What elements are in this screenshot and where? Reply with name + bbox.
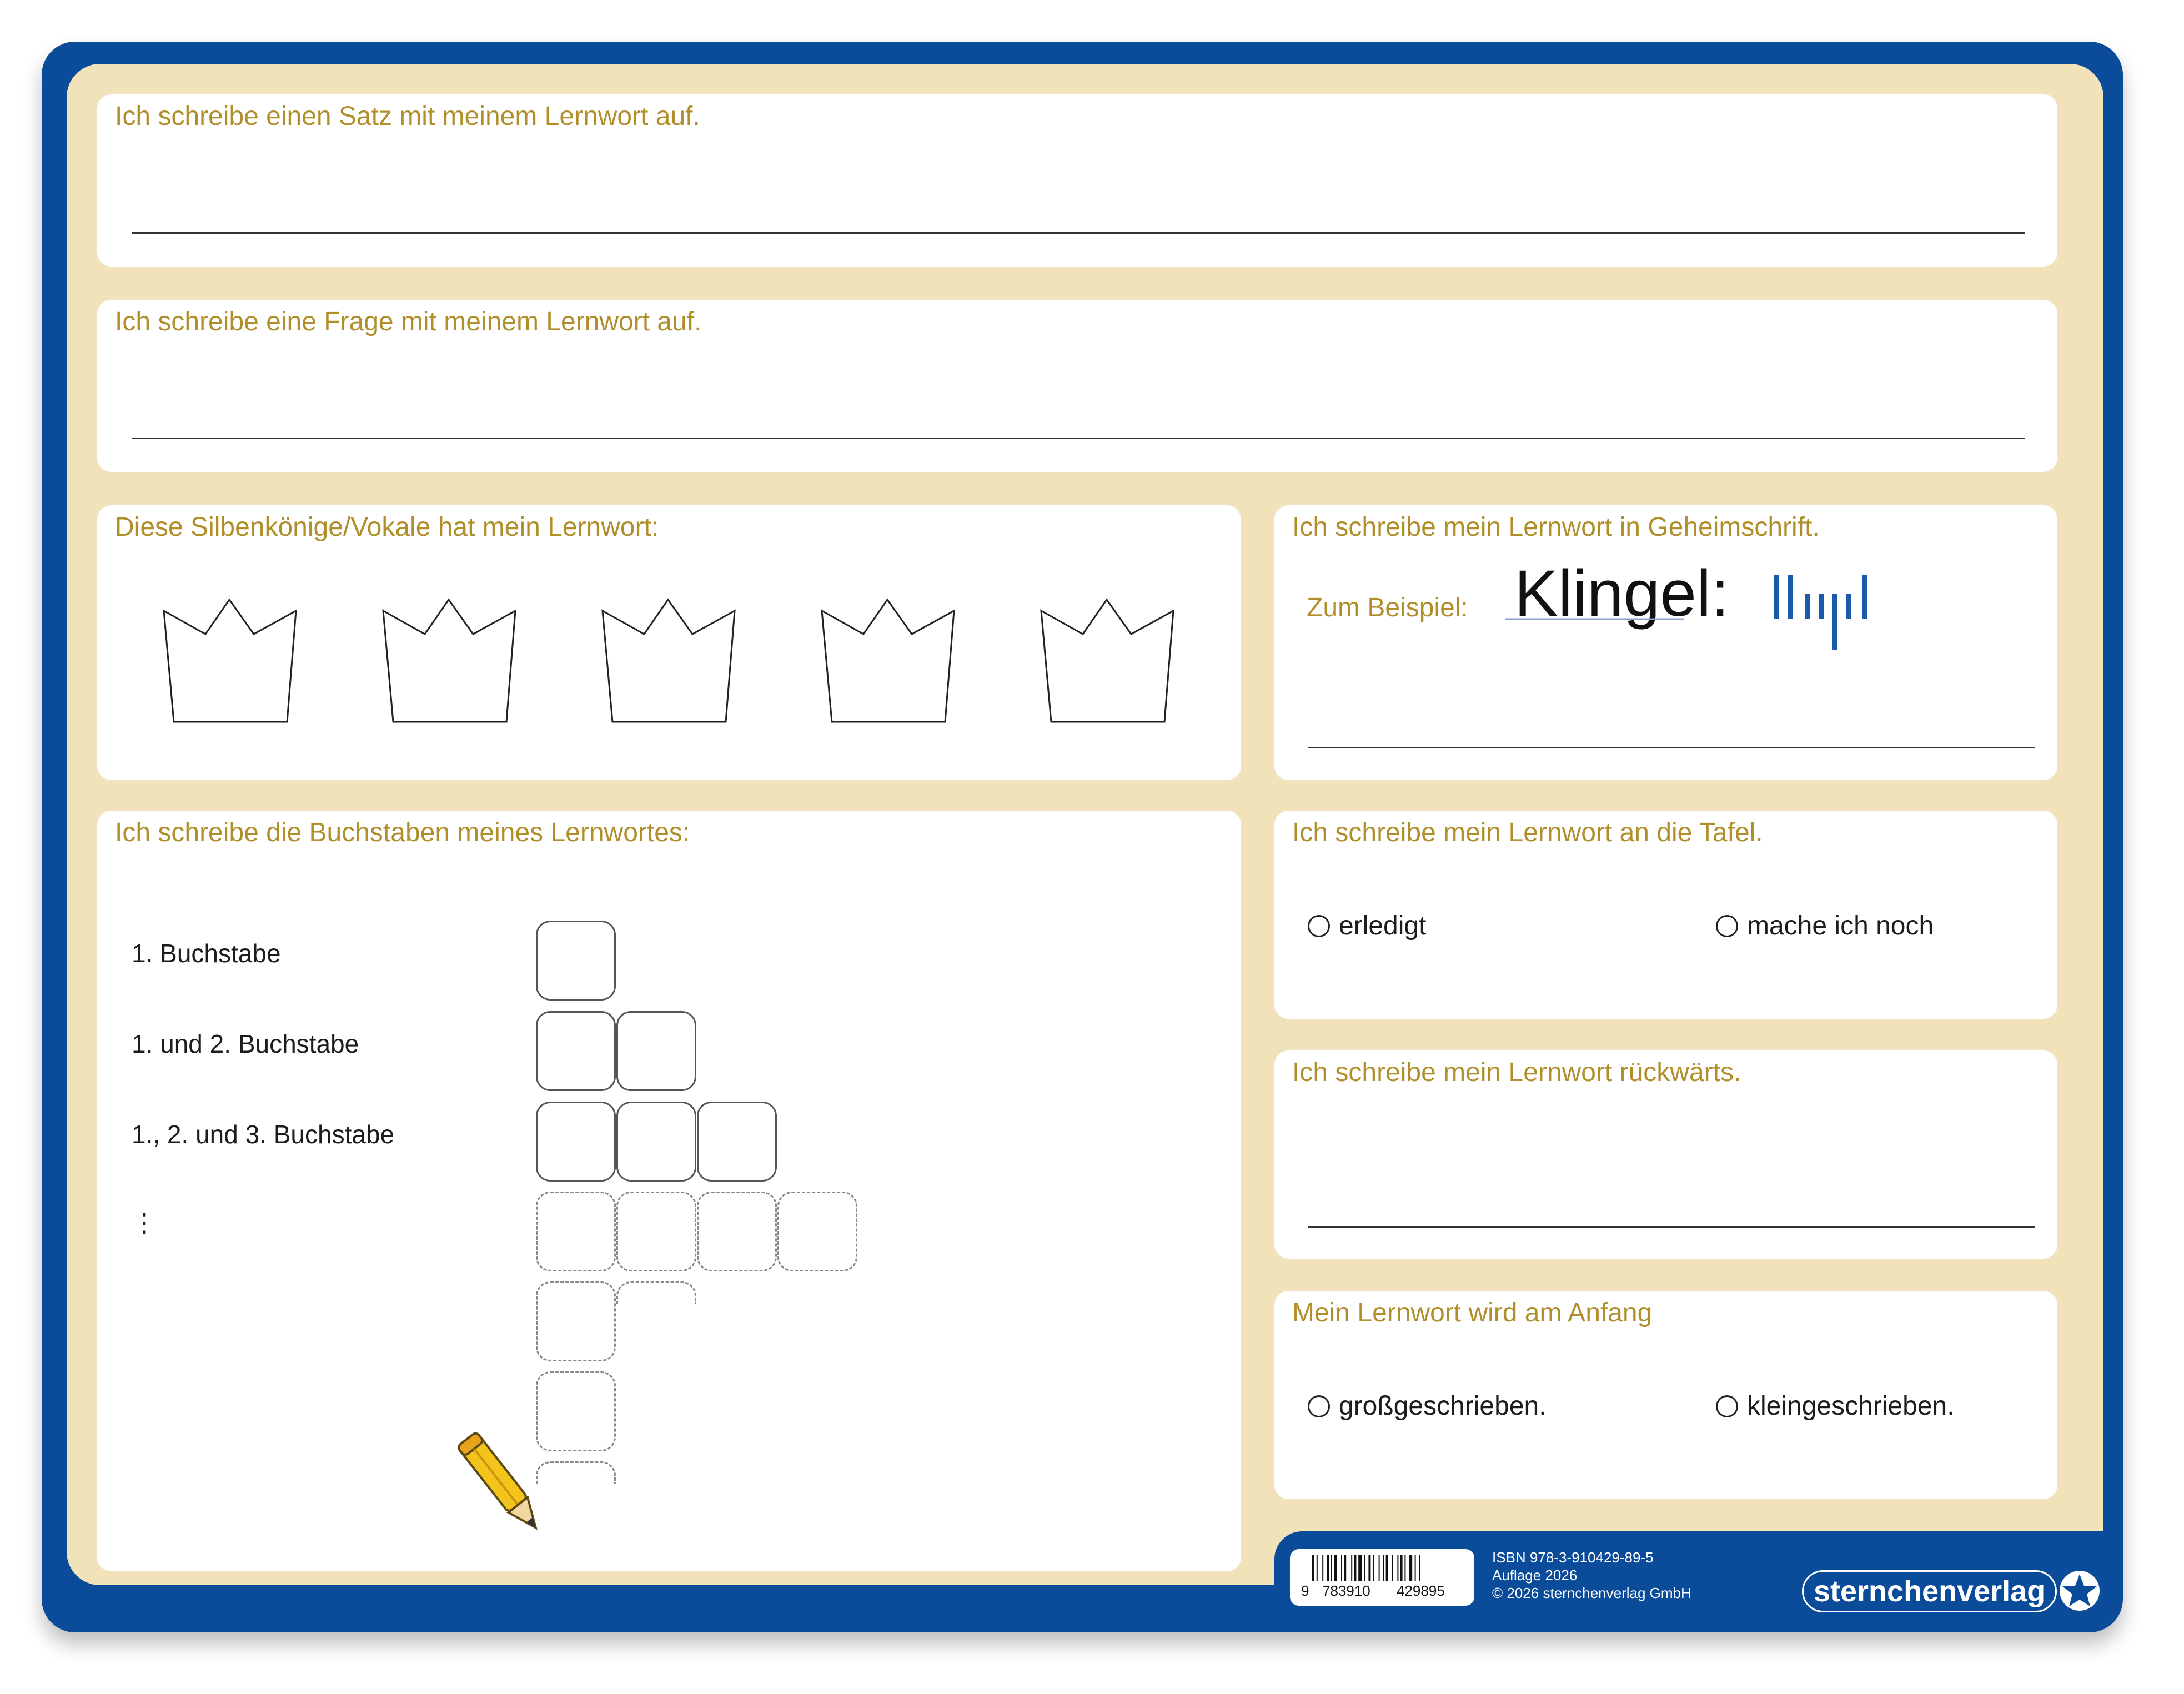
crown-icon[interactable]	[1041, 600, 1173, 722]
radio-grossgeschrieben[interactable]	[1308, 1395, 1330, 1417]
letter-box[interactable]	[616, 1011, 696, 1091]
panel-title: Ich schreibe mein Lernwort in Geheimschrift.	[1292, 512, 1820, 542]
copyright: © 2026 sternchenverlag GmbH	[1492, 1585, 1691, 1601]
row-label-ellipsis: ⋮	[132, 1208, 157, 1237]
crown-icon[interactable]	[603, 600, 735, 722]
radio-label-erledigt: erledigt	[1339, 911, 1427, 941]
writing-line[interactable]	[132, 438, 2025, 439]
brand-logo	[1802, 1570, 2057, 1612]
barcode	[1290, 1549, 1474, 1606]
barcode-icon	[1290, 1549, 1474, 1606]
letter-box-dashed[interactable]	[536, 1281, 616, 1361]
letter-box-dashed[interactable]	[697, 1192, 777, 1271]
secret-code-glyphs	[1774, 561, 1941, 650]
letter-box[interactable]	[536, 1011, 616, 1091]
star-icon	[2057, 1569, 2102, 1613]
example-label: Zum Beispiel:	[1307, 593, 1468, 622]
letter-box-dashed[interactable]	[616, 1192, 696, 1271]
letter-box[interactable]	[536, 921, 616, 1001]
panel-satz	[97, 94, 2057, 267]
panel-title: Ich schreibe mein Lernwort an die Tafel.	[1292, 818, 1763, 847]
barcode-digits-right: 429895	[1397, 1582, 1445, 1599]
panel-anfang	[1274, 1291, 2057, 1499]
brand-name: sternchenverlag	[1814, 1575, 2046, 1608]
panel-title: Mein Lernwort wird am Anfang	[1292, 1298, 1653, 1328]
panel-title: Ich schreibe einen Satz mit meinem Lernwort auf.	[115, 102, 700, 131]
letter-box[interactable]	[536, 1102, 616, 1182]
crown-icon[interactable]	[383, 600, 515, 722]
letter-box-dashed[interactable]	[536, 1192, 616, 1271]
row-label-3: 1., 2. und 3. Buchstabe	[132, 1120, 395, 1149]
panel-geheimschrift	[1274, 505, 2057, 780]
radio-kleingeschrieben[interactable]	[1716, 1395, 1738, 1417]
radio-label-mache-ich-noch: mache ich noch	[1747, 911, 1934, 941]
panel-frage	[97, 300, 2057, 472]
crown-icon[interactable]	[164, 600, 296, 722]
isbn: ISBN 978-3-910429-89-5	[1492, 1549, 1654, 1566]
panel-title: Diese Silbenkönige/Vokale hat mein Lernwort:	[115, 512, 659, 542]
writing-line[interactable]	[1308, 747, 2035, 748]
barcode-digits-mid: 783910	[1322, 1582, 1370, 1599]
letter-box-dashed[interactable]	[777, 1192, 857, 1271]
letter-box-fragment	[616, 1281, 696, 1304]
row-label-1: 1. Buchstabe	[132, 939, 281, 968]
radio-erledigt[interactable]	[1308, 915, 1330, 937]
writing-line[interactable]	[132, 232, 2025, 234]
letter-box[interactable]	[697, 1102, 777, 1182]
panel-tafel	[1274, 811, 2057, 1019]
secret-code-icon	[1505, 561, 1688, 650]
panel-title: Ich schreibe mein Lernwort rückwärts.	[1292, 1058, 1741, 1087]
radio-label-grossgeschrieben: großgeschrieben.	[1339, 1391, 1547, 1421]
pencil-icon	[447, 1421, 558, 1549]
example-word: Klingel:	[1514, 557, 1730, 630]
barcode-digit-left: 9	[1301, 1582, 1309, 1599]
edition: Auflage 2026	[1492, 1567, 1578, 1584]
radio-label-kleingeschrieben: kleingeschrieben.	[1747, 1391, 1955, 1421]
panel-silbenkoenige	[97, 505, 1241, 780]
crown-row	[97, 505, 1241, 780]
footer-bar	[1274, 1531, 2107, 1620]
panel-buchstaben	[97, 811, 1241, 1571]
panel-title: Ich schreibe eine Frage mit meinem Lernwort auf.	[115, 307, 702, 336]
radio-mache-ich-noch[interactable]	[1716, 915, 1738, 937]
panel-title: Ich schreibe die Buchstaben meines Lernwortes:	[115, 818, 690, 847]
crown-icon[interactable]	[822, 600, 954, 722]
writing-line[interactable]	[1308, 1226, 2035, 1228]
letter-box[interactable]	[616, 1102, 696, 1182]
panel-rueckwaerts	[1274, 1050, 2057, 1259]
row-label-2: 1. und 2. Buchstabe	[132, 1029, 359, 1058]
